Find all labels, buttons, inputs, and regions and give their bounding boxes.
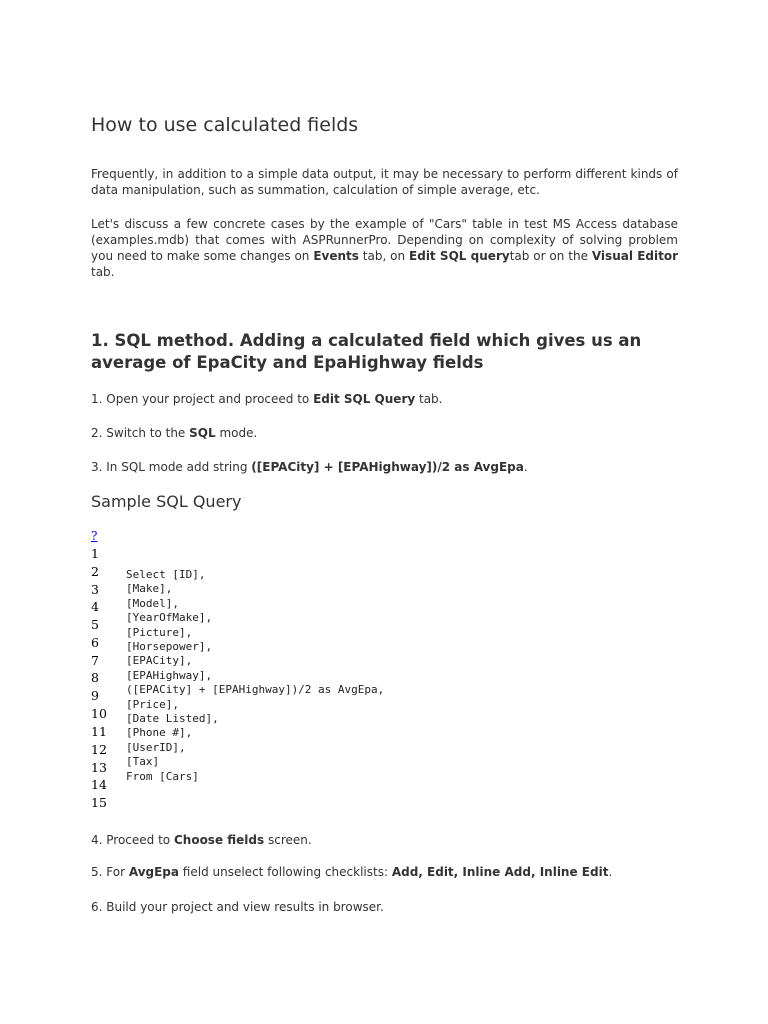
line-number: 14 [91, 777, 107, 792]
step-3 [91, 459, 528, 475]
step-text: mode. [215, 426, 258, 440]
step-1 [91, 391, 443, 407]
intro-text: Let's discuss a few concrete cases by the example of "Cars" table in test MS Access database (examples.mdb) that comes with ASPRunnerPro. Depending on complexity of solving problem you need to make some changes on [91, 217, 678, 263]
line-number: 5 [91, 617, 99, 632]
line-number: 13 [91, 760, 107, 775]
step-emphasis: SQL [189, 426, 216, 440]
step-5 [91, 864, 612, 880]
line-number: 6 [91, 635, 99, 650]
code-line: [EPAHighway], [126, 668, 213, 682]
code-line: ([EPACity] + [EPAHighway])/2 as AvgEpa, [126, 683, 385, 697]
visual-editor-tab-ref: Visual Editor [591, 249, 678, 263]
code-line: Select [ID], [126, 568, 206, 581]
step-emphasis: Edit SQL Query [313, 392, 416, 406]
step-4 [91, 832, 312, 848]
code-line: From [Cars] [126, 769, 199, 783]
intro-text: tab or on the [509, 249, 592, 263]
step-text: 3. In SQL mode add string [91, 460, 252, 474]
code-line: [Picture], [126, 625, 193, 639]
page-title: How to use calculated fields [91, 114, 359, 136]
step-emphasis: Choose fields [173, 833, 265, 847]
line-number: 1 [91, 546, 99, 561]
step-text: 1. Open your project and proceed to [91, 392, 314, 406]
step-text: screen. [264, 833, 312, 847]
edit-sql-query-tab-ref: Edit SQL query [409, 249, 510, 263]
step-text: . [608, 865, 613, 879]
code-line: [UserID], [126, 740, 186, 754]
line-number: 7 [91, 653, 99, 668]
line-number: 2 [91, 564, 99, 579]
step-emphasis: AvgEpa [128, 865, 179, 879]
intro-paragraph-1: Frequently, in addition to a simple data output, it may be necessary to perform different kinds of data manipulation, such as summation, calculation of simple average, etc. [91, 167, 678, 197]
code-line: [Phone #], [126, 726, 193, 740]
code-help-link[interactable]: ? [91, 529, 98, 543]
step-text: 2. Switch to the [91, 426, 190, 440]
line-number: 4 [91, 599, 99, 614]
step-text: 5. For [91, 865, 129, 879]
section-heading: 1. SQL method. Adding a calculated field which gives us an average of EpaCity and EpaHighway fields [91, 331, 642, 372]
sample-sql-heading: Sample SQL Query [91, 492, 242, 511]
step-6: 6. Build your project and view results in browser. [91, 900, 384, 914]
line-number: 15 [91, 795, 107, 810]
code-line: [YearOfMake], [126, 611, 213, 625]
line-number: 11 [91, 724, 107, 739]
sql-code-block [91, 547, 491, 817]
code-line: [Date Listed], [126, 712, 219, 725]
intro-paragraph-2 [91, 216, 678, 280]
line-number: 10 [91, 706, 107, 721]
line-number: 9 [91, 688, 99, 703]
events-tab-ref: Events [313, 249, 359, 263]
step-text: field unselect following checklists: [178, 865, 392, 879]
code-line: [Model], [126, 596, 179, 610]
step-text: tab. [415, 392, 443, 406]
code-line: [EPACity], [126, 654, 193, 668]
code-line: [Price], [126, 697, 179, 711]
code-line: [Make], [126, 582, 173, 596]
step-2 [91, 425, 257, 441]
step-text: . [523, 460, 528, 474]
intro-text: tab. [91, 265, 115, 279]
line-number: 12 [91, 742, 107, 757]
line-number: 8 [91, 670, 99, 685]
line-number: 3 [91, 582, 99, 597]
step-emphasis: Add, Edit, Inline Add, Inline Edit [391, 865, 609, 879]
step-text: 4. Proceed to [91, 833, 174, 847]
code-line: [Tax] [126, 755, 160, 769]
intro-text: tab, on [358, 249, 410, 263]
step-emphasis: ([EPACity] + [EPAHighway])/2 as AvgEpa [251, 460, 524, 474]
code-line: [Horsepower], [126, 640, 213, 653]
